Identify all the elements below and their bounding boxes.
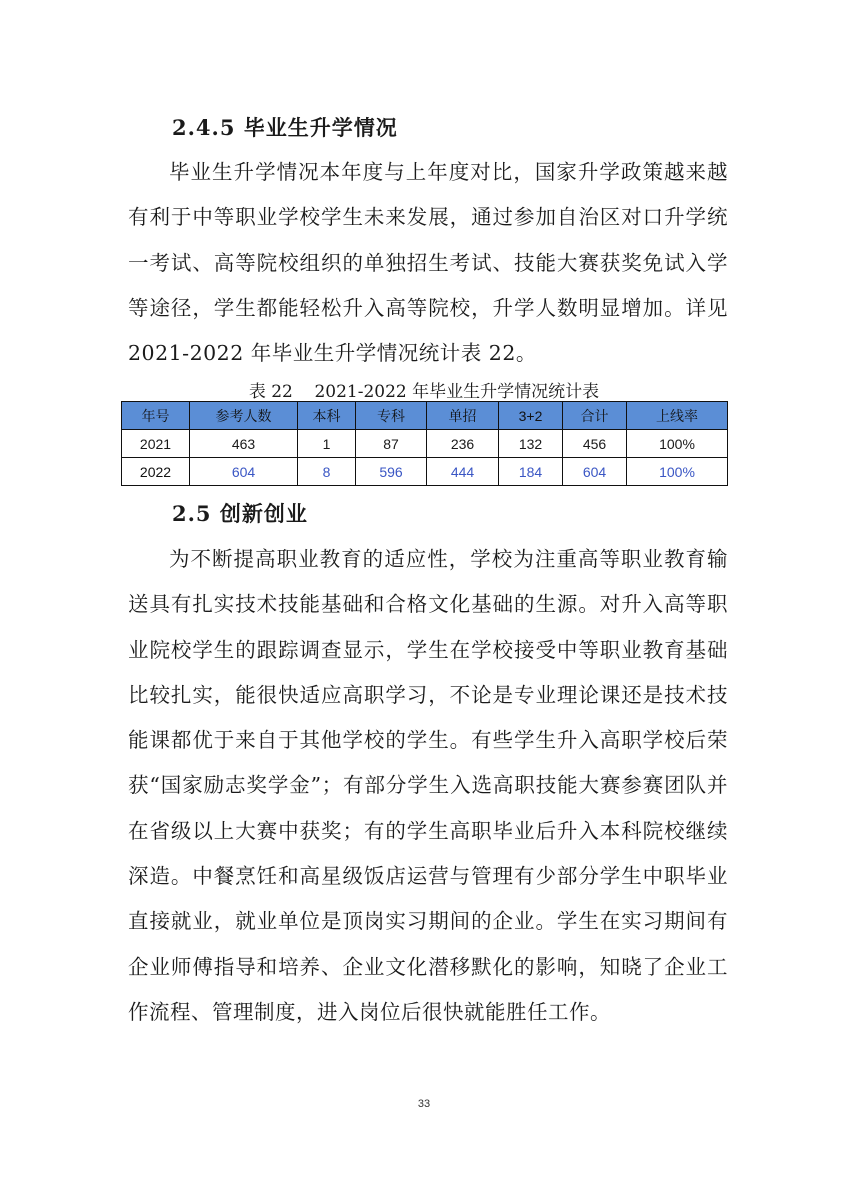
section-heading-innovation-entrepreneurship: 2.5 创新创业 (172, 501, 308, 526)
paragraph-graduate-further-study: 毕业生升学情况本年度与上年度对比，国家升学政策越来越有利于中等职业学校学生未来发展，通过参加自治区对口升学统一考试、高等院校组织的单独招生考试、技能大赛获奖免试入学等途径，学生都能轻松升入高等院校，升学人数明显增加。详见 2021-2022 年毕业生升学情况统计表 22。 (128, 160, 728, 366)
table-header-row (122, 402, 728, 430)
header-bachelor: 本科 (298, 402, 356, 430)
header-junior-college: 专科 (356, 402, 427, 430)
cell-junior-college: 87 (356, 430, 427, 458)
cell-total: 456 (563, 430, 627, 458)
header-year: 年号 (122, 402, 190, 430)
cell-3plus2: 132 (499, 430, 563, 458)
header-total: 合计 (563, 402, 627, 430)
cell-bachelor: 1 (298, 430, 356, 458)
cell-3plus2: 184 (499, 458, 563, 486)
cell-pass-rate: 100% (627, 430, 728, 458)
cell-single-enrollment: 444 (427, 458, 499, 486)
cell-participants: 604 (190, 458, 298, 486)
cell-single-enrollment: 236 (427, 430, 499, 458)
graduate-study-stats-table (121, 401, 728, 486)
cell-year: 2022 (122, 458, 190, 486)
cell-total: 604 (563, 458, 627, 486)
table-row (122, 430, 728, 458)
cell-junior-college: 596 (356, 458, 427, 486)
header-pass-rate: 上线率 (627, 402, 728, 430)
header-single-enrollment: 单招 (427, 402, 499, 430)
header-participants: 参考人数 (190, 402, 298, 430)
section-heading-graduate-further-study: 2.4.5 毕业生升学情况 (172, 115, 398, 140)
cell-participants: 463 (190, 430, 298, 458)
page-number: 33 (417, 1098, 431, 1110)
cell-bachelor: 8 (298, 458, 356, 486)
table-row (122, 458, 728, 486)
table-caption: 表 22 2021-2022 年毕业生升学情况统计表 (248, 382, 600, 402)
paragraph-innovation-entrepreneurship: 为不断提高职业教育的适应性，学校为注重高等职业教育输送具有扎实技术技能基础和合格文化基础的生源。对升入高等职业院校学生的跟踪调查显示，学生在学校接受中等职业教育基础比较扎实，能很快适应高职学习，不论是专业理论课还是技术技能课都优于来自于其他学校的学生。有些学生升入高职学校后荣获“国家励志奖学金”；有部分学生入选高职技能大赛参赛团队并在省级以上大赛中获奖；有的学生高职毕业后升入本科院校继续深造。中餐烹饪和高星级饭店运营与管理有少部分学生中职毕业直接就业，就业单位是顶岗实习期间的企业。学生在实习期间有企业师傅指导和培养、企业文化潜移默化的影响，知晓了企业工作流程、管理制度，进入岗位后很快就能胜任工作。 (128, 547, 728, 1024)
header-3plus2: 3+2 (499, 402, 563, 430)
cell-pass-rate: 100% (627, 458, 728, 486)
cell-year: 2021 (122, 430, 190, 458)
